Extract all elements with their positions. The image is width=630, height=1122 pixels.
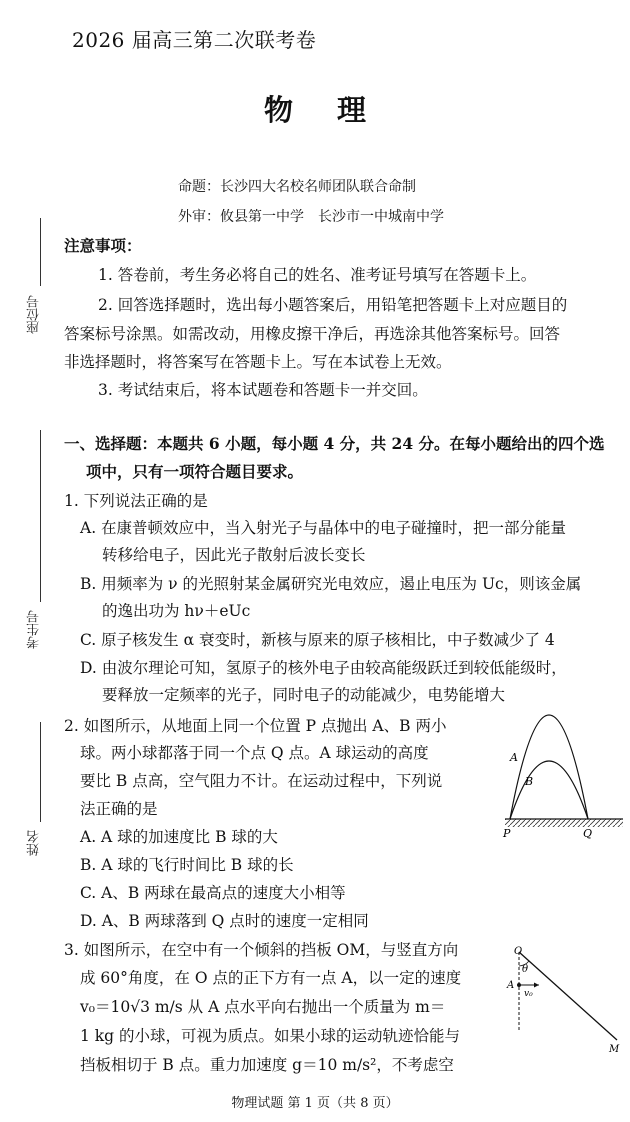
- setter-credit: 命题：长沙四大名校名师团队联合命制: [178, 179, 416, 195]
- ground-hatch: [505, 819, 623, 827]
- q1-stem: 1. 下列说法正确的是: [64, 492, 208, 510]
- name-line: [40, 722, 41, 822]
- exam-no-label: 考生号: [27, 610, 42, 649]
- q1-option-a: A. 在康普顿效应中，当入射光子与晶体中的电子碰撞时，把一部分能量: [80, 519, 567, 537]
- label-v0: v₀: [524, 989, 533, 999]
- label-b: B: [525, 775, 534, 788]
- q1-option-d-cont: 要释放一定频率的光子，同时电子的动能减少，电势能增大: [102, 686, 506, 704]
- label-a: A: [510, 751, 518, 764]
- q3-stem: 3. 如图所示，在空中有一个倾斜的挡板 OM，与竖直方向: [64, 941, 459, 959]
- page-footer: 物理试题 第 1 页（共 8 页）: [231, 1096, 399, 1111]
- q2-option-a: A. A 球的加速度比 B 球的大: [80, 828, 278, 846]
- q1-option-b-cont: 的逸出功为 hν＋eUc: [102, 602, 251, 620]
- q2-trajectory-figure: [500, 715, 630, 840]
- note-line: 2. 回答选择题时，选出每小题答案后，用铅笔把答题卡上对应题目的: [98, 296, 568, 314]
- subject-title: 物理: [263, 93, 410, 127]
- notes-heading: 注意事项：: [64, 236, 142, 255]
- q2-stem: 2. 如图所示，从地面上同一个位置 P 点抛出 A、B 两小: [64, 717, 447, 735]
- note-line: 3. 考试结束后，将本试题卷和答题卡一并交回。: [98, 381, 428, 399]
- trajectory-b: [510, 761, 588, 819]
- q2-option-c: C. A、B 两球在最高点的速度大小相等: [80, 884, 346, 902]
- name-label: 姓名: [27, 830, 42, 856]
- section-heading: 一、选择题：本题共 6 小题，每小题 4 分，共 24 分。在每小题给出的四个选: [64, 434, 605, 453]
- q1-option-a-cont: 转移给电子，因此光子散射后波长变长: [102, 546, 366, 564]
- seat-label: 座位号: [27, 295, 42, 334]
- label-a: A: [507, 980, 515, 991]
- q1-option-d: D. 由波尔理论可知，氢原子的核外电子由较高能级跃迁到较低能级时，: [80, 659, 567, 677]
- exam-no-line: [40, 430, 41, 602]
- label-q: Q: [583, 827, 593, 840]
- q1-option-c: C. 原子核发生 α 衰变时，新核与原来的原子核相比，中子数减少了 4: [80, 631, 555, 649]
- q3-baffle-figure: [505, 942, 625, 1062]
- q2-option-d: D. A、B 两球落到 Q 点时的速度一定相同: [80, 912, 369, 930]
- exam-title: 2026 届高三第二次联考卷: [72, 28, 317, 52]
- label-theta: θ: [522, 964, 529, 975]
- q3-stem-cont: 1 kg 的小球，可视为质点。如果小球的运动轨迹恰能与: [80, 1027, 461, 1045]
- trajectory-a: [510, 715, 588, 819]
- q2-stem-cont: 要比 B 点高，空气阻力不计。在运动过程中，下列说: [80, 772, 443, 790]
- reviewer-credit: 外审：攸县第一中学 长沙市一中城南中学: [178, 209, 444, 225]
- label-o: O: [514, 946, 523, 957]
- note-line: 1. 答卷前，考生务必将自己的姓名、准考证号填写在答题卡上。: [98, 266, 537, 284]
- section-heading-cont: 项中，只有一项符合题目要求。: [86, 462, 304, 481]
- q3-stem-cont: 挡板相切于 B 点。重力加速度 g＝10 m/s²，不考虑空: [80, 1056, 454, 1074]
- label-p: P: [503, 827, 511, 840]
- q2-stem-cont: 球。两小球都落于同一个点 Q 点。A 球运动的高度: [80, 744, 429, 762]
- q2-stem-cont: 法正确的是: [80, 800, 158, 818]
- label-m: M: [609, 1044, 620, 1055]
- q3-stem-cont: 成 60°角度，在 O 点的正下方有一点 A，以一定的速度: [80, 969, 462, 987]
- q1-option-b: B. 用频率为 ν 的光照射某金属研究光电效应，遏止电压为 Uc，则该金属: [80, 575, 582, 593]
- note-line: 答案标号涂黑。如需改动，用橡皮擦干净后，再选涂其他答案标号。回答: [64, 325, 561, 343]
- note-line: 非选择题时，将答案写在答题卡上。写在本试卷上无效。: [64, 353, 452, 371]
- baffle-om: [519, 952, 617, 1040]
- seat-line: [40, 218, 41, 286]
- q3-stem-cont: v₀＝10√3 m/s 从 A 点水平向右抛出一个质量为 m＝: [80, 998, 446, 1016]
- arrow-head: [534, 983, 539, 988]
- q2-option-b: B. A 球的飞行时间比 B 球的长: [80, 856, 294, 874]
